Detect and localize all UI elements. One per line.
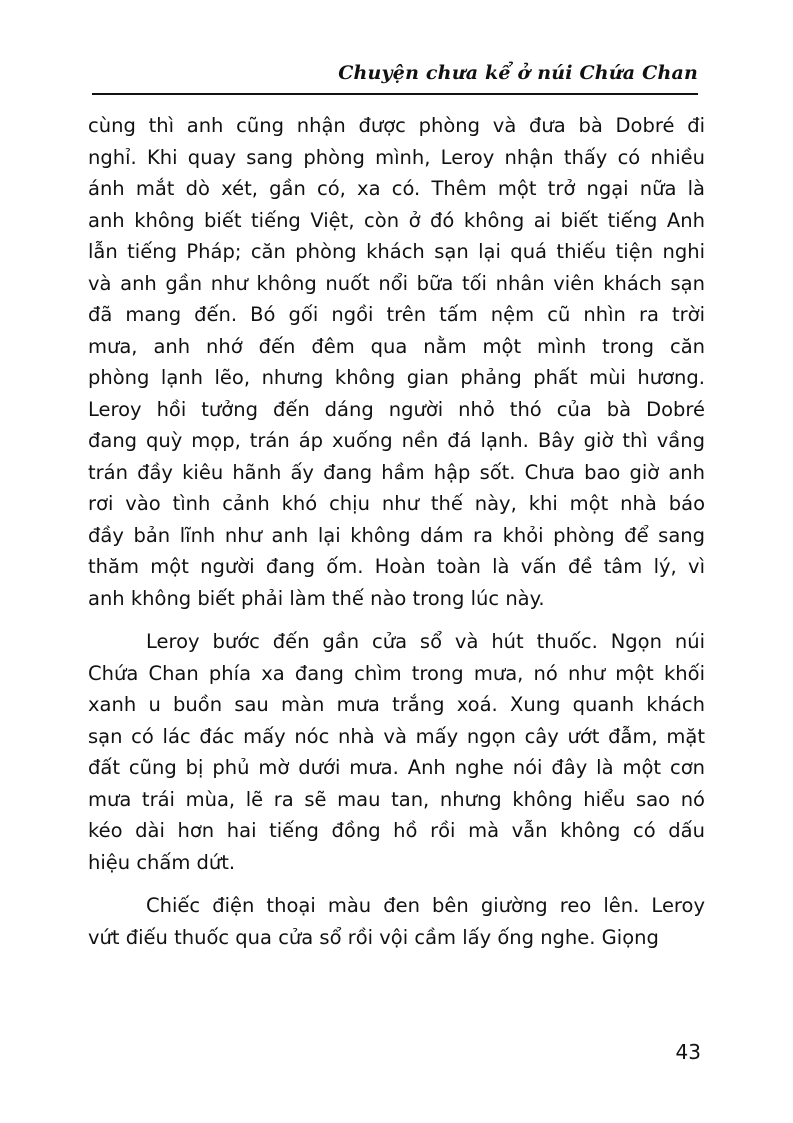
text-line: mưa, anh nhớ đến đêm qua nằm một mình trong căn [88, 334, 705, 358]
text-line: nghỉ. Khi quay sang phòng mình, Leroy nhận thấy có nhiều [88, 145, 705, 169]
paragraph [88, 110, 705, 614]
paragraph-gap [88, 614, 705, 626]
text-line: đất cũng bị phủ mờ dưới mưa. Anh nghe nói đây là một cơn [88, 756, 705, 779]
text-line: phòng lạnh lẽo, nhưng không gian phảng phất mùi hương. [88, 366, 705, 389]
text-line: Chiếc điện thoại màu đen bên giường reo lên. Leroy [146, 894, 705, 917]
text-line: đầy bản lĩnh như anh lại không dám ra khỏi phòng để sang [88, 523, 705, 547]
text-line: thăm một người đang ốm. Hoàn toàn là vấn đề tâm lý, vì [88, 555, 705, 578]
text-line: Leroy hồi tưởng đến dáng người nhỏ thó của bà Dobré [88, 397, 705, 421]
text-line: vứt điếu thuốc qua cửa sổ rồi vội cầm lấy ống nghe. Giọng [88, 925, 659, 949]
text-line: ánh mắt dò xét, gần có, xa có. Thêm một trở ngại nữa là [88, 177, 705, 200]
text-line: hiệu chấm dứt. [88, 850, 236, 874]
text-line: lẫn tiếng Pháp; căn phòng khách sạn lại quá thiếu tiện nghi [88, 240, 705, 263]
running-title: Chuyện chưa kể ở núi Chứa Chan [338, 62, 698, 84]
text-line: và anh gần như không nuốt nổi bữa tối nhân viên khách sạn [88, 271, 705, 295]
text-line: kéo dài hơn hai tiếng đồng hồ rồi mà vẫn không có dấu [88, 819, 705, 842]
text-line: anh không biết tiếng Việt, còn ở đó không ai biết tiếng Anh [88, 208, 705, 232]
text-line: sạn có lác đác mấy nóc nhà và mấy ngọn cây ướt đẫm, mặt [88, 724, 705, 748]
text-line: cùng thì anh cũng nhận được phòng và đưa bà Dobré đi [88, 114, 705, 137]
text-line: mưa trái mùa, lẽ ra sẽ mau tan, nhưng không hiểu sao nó [88, 787, 705, 811]
paragraph [88, 890, 705, 953]
paragraph [88, 626, 705, 878]
text-line: đang quỳ mọp, trán áp xuống nền đá lạnh. Bây giờ thì vầng [88, 429, 705, 452]
text-line: Chứa Chan phía xa đang chìm trong mưa, nó như một khối [88, 661, 705, 685]
page-number: 43 [675, 1040, 701, 1064]
header-rule [92, 93, 698, 95]
text-line: đã mang đến. Bó gối ngồi trên tấm nệm cũ nhìn ra trời [88, 303, 705, 326]
text-line: trán đầy kiêu hãnh ấy đang hầm hập sốt. Chưa bao giờ anh [88, 460, 705, 484]
text-line: rơi vào tình cảnh khó chịu như thế này, khi một nhà báo [88, 492, 705, 515]
text-line: Leroy bước đến gần cửa sổ và hút thuốc. Ngọn núi [146, 630, 705, 653]
paragraph-gap [88, 878, 705, 890]
text-line: anh không biết phải làm thế nào trong lúc này. [88, 586, 545, 610]
text-line: xanh u buồn sau màn mưa trắng xoá. Xung quanh khách [88, 693, 705, 716]
body-text [88, 110, 705, 953]
